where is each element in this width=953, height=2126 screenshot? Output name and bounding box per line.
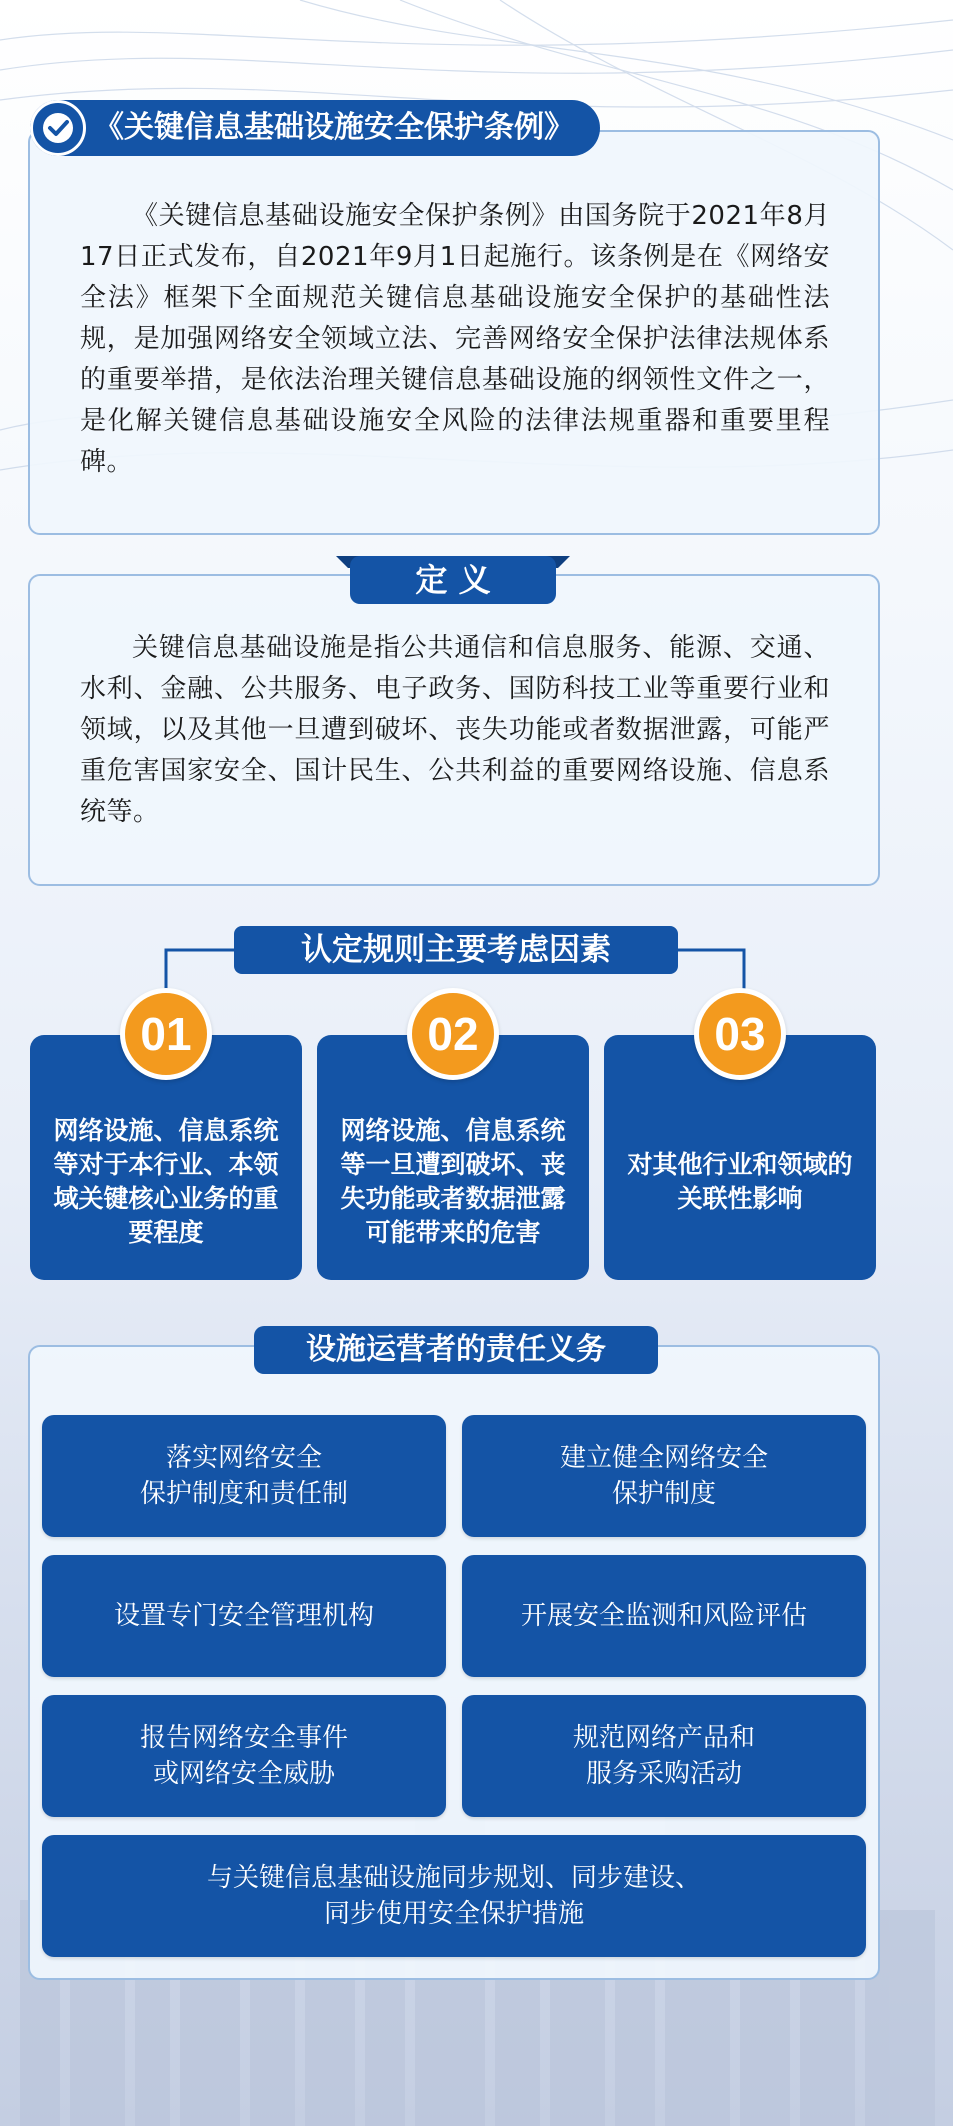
duties-title-tab: [254, 1326, 658, 1374]
definition-title-tab: [350, 556, 556, 604]
definition-paragraph: 关键信息基础设施是指公共通信和信息服务、能源、交通、水利、金融、公共服务、电子政务、国防科技工业等重要行业和领域，以及其他一旦遭到破坏、丧失功能或者数据泄露，可能严重危害国家安全、国计民生、公共利益的重要网络设施、信息系统等。: [80, 633, 830, 827]
checkmark-icon: [30, 100, 86, 156]
duty-item-4: 开展安全监测和风险评估: [462, 1555, 866, 1677]
duties-title: 设施运营者的责任义务: [306, 1332, 606, 1367]
factors-title: 认定规则主要考虑因素: [301, 932, 611, 968]
duty-item-2: 建立健全网络安全 保护制度: [462, 1415, 866, 1537]
definition-card: [28, 574, 880, 886]
duty-item-3: 设置专门安全管理机构: [42, 1555, 446, 1677]
duty-item-5: 报告网络安全事件 或网络安全威胁: [42, 1695, 446, 1817]
intro-card: [28, 130, 880, 535]
factor-text-3: 对其他行业和领域的关联性影响: [627, 1149, 853, 1213]
intro-title: 《关键信息基础设施安全保护条例》: [94, 110, 574, 145]
factors-title-tab: [234, 926, 678, 974]
duty-item-7: 与关键信息基础设施同步规划、同步建设、 同步使用安全保护措施: [42, 1835, 866, 1957]
factor-text-2: 网络设施、信息系统等一旦遭到破坏、丧失功能或者数据泄露可能带来的危害: [340, 1115, 566, 1247]
intro-paragraph: 《关键信息基础设施安全保护条例》由国务院于2021年8月17日正式发布，自2021年9月1日起施行。该条例是在《网络安全法》框架下全面规范关键信息基础设施安全保护的基础性法规，是加强网络安全领域立法、完善网络安全保护法律法规体系的重要举措，是依法治理关键信息基础设施的纲领性文件之一，是化解关键信息基础设施安全风险的法律法规重器和重要里程碑。: [80, 201, 830, 477]
factor-number-2: 02: [407, 988, 499, 1080]
definition-title: 定 义: [415, 561, 491, 599]
duty-item-6: 规范网络产品和 服务采购活动: [462, 1695, 866, 1817]
duty-item-1: 落实网络安全 保护制度和责任制: [42, 1415, 446, 1537]
factor-text-1: 网络设施、信息系统等对于本行业、本领域关键核心业务的重要程度: [53, 1115, 279, 1247]
factor-number-1: 01: [120, 988, 212, 1080]
factor-number-3: 03: [694, 988, 786, 1080]
intro-title-pill: [30, 100, 600, 156]
